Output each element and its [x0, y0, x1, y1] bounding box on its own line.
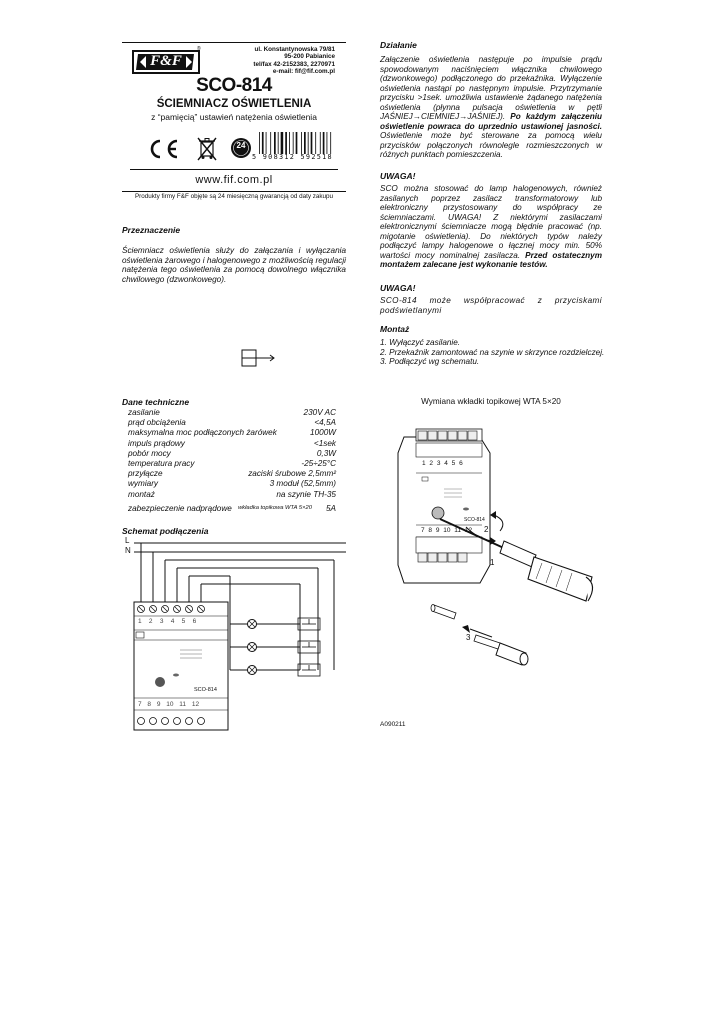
spec-value: <4,5A [314, 418, 336, 428]
fuse-small-label: wkładka topikowa WTA 5×20 [238, 505, 312, 511]
purpose-heading: Przeznaczenie [122, 225, 181, 235]
logo-text: F&F [150, 53, 182, 69]
spec-label: maksymalna moc podłączonych żarówek [128, 428, 277, 438]
spec-label: pobór mocy [128, 448, 171, 458]
specs-heading: Dane techniczne [122, 397, 190, 407]
weee-bin-icon [196, 136, 218, 162]
spec-value: 0,3W [316, 448, 336, 458]
warning1-description [380, 184, 602, 270]
mounting-step: 1. Wyłączyć zasilanie. [380, 338, 461, 347]
brand-logo [132, 50, 200, 74]
illu-top-terminals: 1 2 3 4 5 6 [422, 460, 463, 467]
warning1-bold-text: Przed ostatecznym montażem zalecane jest wykonanie testów. [380, 250, 602, 269]
company-address [228, 46, 335, 75]
operation-heading: Działanie [380, 40, 417, 50]
fuse-label: zabezpieczenie nadprądowe [128, 504, 232, 513]
top-terminal-numbers: 1 2 3 4 5 6 [138, 618, 197, 625]
spec-label: zasilanie [128, 408, 160, 417]
warning1-text: SCO można stosować do lamp halogenowych, również zasilanych poprzez zasilacz transformatorowy lub elektroniczny przystosowany do współpracy ze ściemniaczami. UWAGA! Z niektórymi zasilaczami elektronicznymi ściemniacze mogą błędnie pracować (np. migotanie oświetlenia). Do niektórych typów należy podłączyć lampy halogenowe o łącznej mocy min. 50% wartości mocy nominalnej zasilacza. [380, 184, 602, 260]
spec-row [128, 490, 336, 500]
header-bottom-rule [122, 191, 346, 192]
pushbutton-symbol-icon [240, 348, 276, 368]
header-top-rule [122, 42, 346, 43]
illu-bottom-terminals: 7 8 9 10 11 12 [421, 527, 473, 534]
mounting-heading: Montaż [380, 324, 410, 334]
header-mid-rule [130, 169, 338, 170]
spec-row [128, 479, 336, 489]
line-n-label: N [125, 546, 131, 555]
fuse-replacement-illustration [396, 425, 612, 675]
wiring-schematic [122, 538, 348, 734]
mounting-step: 2. Przekaźnik zamontować na szynie w skrzynce rozdzielczej. [380, 347, 605, 357]
fuse-spec-row [128, 504, 336, 515]
spec-row [128, 408, 336, 418]
warning1-heading: UWAGA! [380, 171, 416, 181]
fuse-value: 5A [325, 504, 336, 513]
operation-description [380, 55, 602, 160]
product-subtitle: z “pamięcią” ustawień natężenia oświetlenia [151, 112, 317, 122]
address-line: tel/fax 42-2152383, 2270971 [253, 60, 335, 68]
spec-value: <1sek [313, 438, 336, 448]
spec-label: temperatura pracy [128, 459, 195, 468]
product-name: ŚCIEMNIACZ OŚWIETLENIA [156, 98, 312, 110]
barcode [252, 132, 336, 161]
website: www.fif.com.pl [195, 174, 273, 186]
spec-row [128, 459, 336, 469]
spec-value: 1000W [310, 428, 336, 438]
operation-text: Załączenie oświetlenia następuje po impulsie prądu spowodowanym naciśnięciem włącznika chwilowego (dzwonkowego) podłączonego do przekaźnika. Wyłączenie oświetlenia nastąpi po następnym impulsie. Przytrzymanie przycisku >1sek. umożliwia ustawienie żądanego natężenia oświetlenia (płynna pulsacja oświetlenia w pętli JAŚNIEJ→CIEMNIEJ→JAŚNIEJ). [380, 55, 602, 121]
spec-value: -25÷25°C [301, 459, 336, 468]
spec-label: wymiary [128, 479, 159, 489]
step-2-label: 2 [484, 525, 489, 534]
spec-label: prąd obciążenia [128, 418, 186, 428]
spec-row [128, 449, 336, 459]
bottom-terminal-numbers: 7 8 9 10 11 12 [138, 701, 200, 708]
schematic-heading: Schemat podłączenia [122, 526, 209, 536]
address-line: 95-200 Pabianice [284, 53, 335, 61]
document-code: A090211 [380, 721, 406, 728]
product-model: SCO-814 [196, 75, 272, 96]
spec-label: przyłącze [128, 469, 163, 479]
spec-row [128, 439, 336, 449]
fuse-diagram-caption: Wymiana wkładki topikowej WTA 5×20 [421, 397, 561, 406]
step-1-label: 1 [490, 558, 495, 567]
barcode-digits: 5 908312 592518 [252, 153, 333, 161]
address-line: e-mail: fif@fif.com.pl [272, 67, 335, 75]
spec-label: montaż [128, 489, 155, 499]
spec-row [128, 469, 336, 479]
mounting-step: 3. Podłączyć wg schematu. [380, 357, 480, 366]
step-3-label: 3 [466, 633, 471, 642]
illu-device-label: SCO-814 [464, 517, 485, 523]
registered-mark: ® [197, 46, 201, 52]
spec-row [128, 428, 336, 438]
operation-bold-text: Po każdym załączeniu oświetlenie powraca do uprzednio ustawionej jasności. [380, 112, 602, 131]
purpose-text: Ściemniacz oświetlenia służy do załączania i wyłączania oświetlenia żarowego i halogenowego z możliwością regulacji natężenia tego oświetlenia za pomocą dowolnego włącznika chwilowego (dzwonkowego). [122, 246, 346, 284]
operation-text-2: Oświetlenie może być sterowane za pomocą wielu przycisków połączonych równolegle rozmieszczonych w różnych punktach pomieszczenia. [380, 131, 602, 159]
warning2-heading: UWAGA! [380, 283, 416, 293]
ce-mark-icon [146, 138, 180, 160]
address-line: ul. Konstantynowska 79/81 [254, 46, 335, 53]
warning2-text: SCO-814 może współpracować z przyciskami podświetlanymi [380, 296, 602, 315]
spec-value: 3 moduł (52,5mm) [269, 479, 336, 489]
spec-row [128, 418, 336, 428]
spec-value: zaciski śrubowe 2,5mm² [248, 469, 336, 479]
line-l-label: L [125, 536, 130, 545]
mounting-steps [380, 338, 610, 367]
warranty-badge-icon [230, 137, 252, 159]
spec-value: na szynie TH-35 [276, 489, 336, 499]
spec-label: impuls prądowy [128, 438, 185, 448]
device-label: SCO-814 [194, 687, 217, 693]
guarantee-note: Produkty firmy F&F objęte są 24 miesięczną gwarancją od daty zakupu [134, 193, 334, 200]
warranty-months: 24 [236, 141, 246, 150]
spec-value: 230V AC [303, 408, 336, 417]
